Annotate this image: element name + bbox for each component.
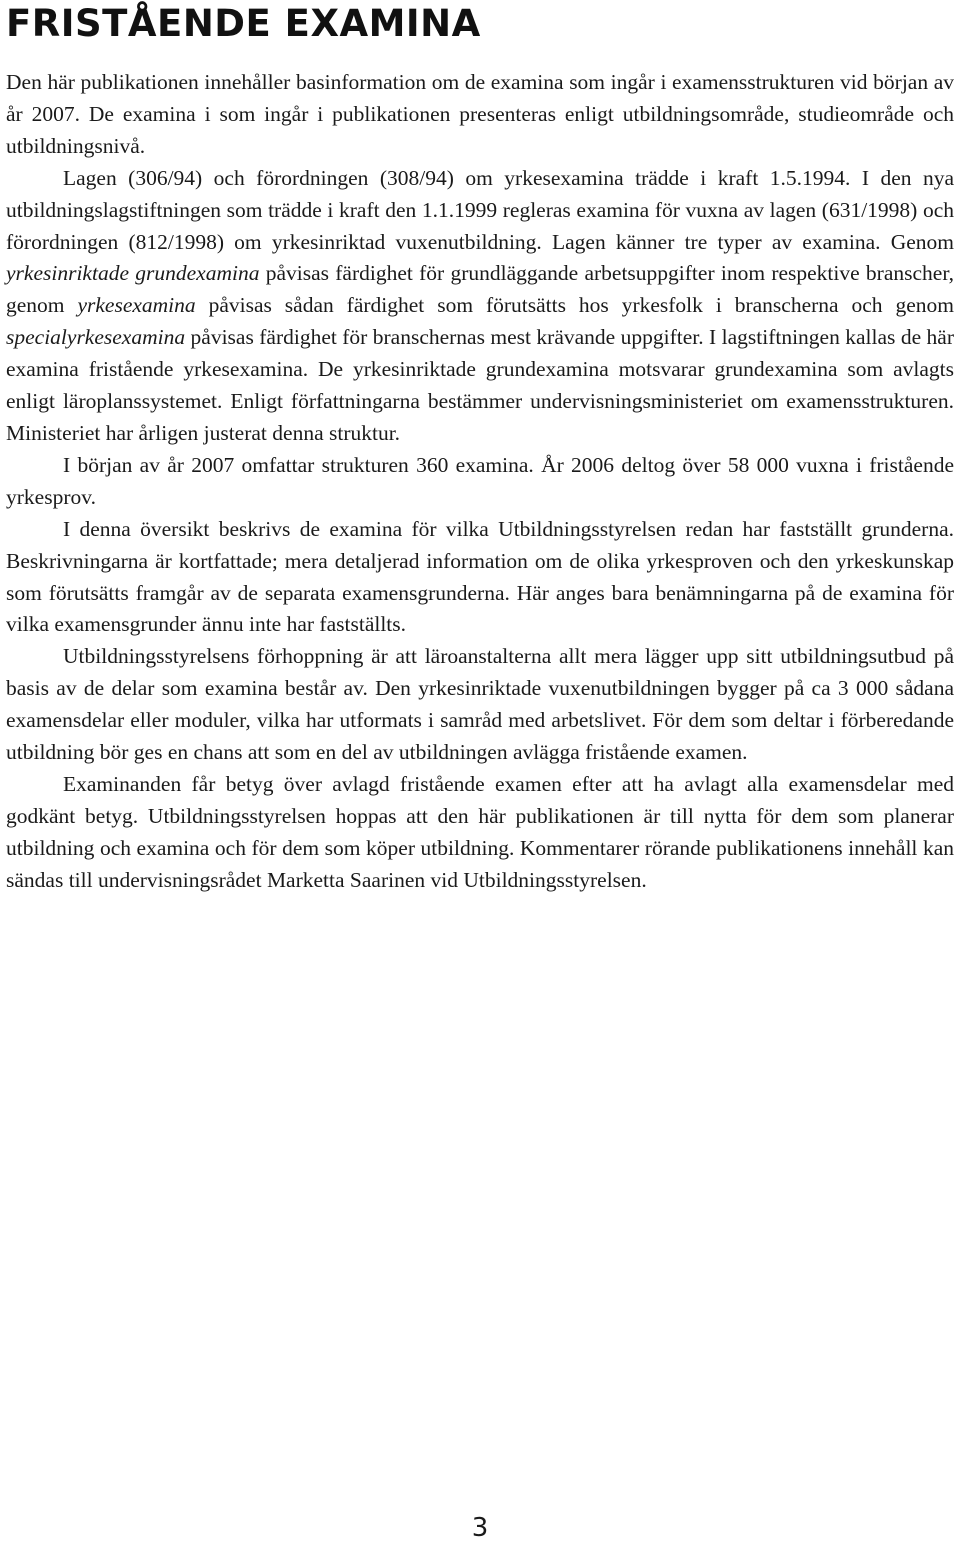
term-yrkesinriktade-grundexamina: yrkesinriktade grundexamina: [6, 261, 260, 286]
paragraph-intro: Den här publikationen innehåller basinformation om de examina som ingår i examensstrukturen vid början av år 2007. De examina i som ingår i publikationen presenteras enligt utbildningsområde, studieområde och utbildningsnivå.: [6, 70, 954, 158]
paragraph-certificate: Examinanden får betyg över avlagd fristående examen efter att ha avlagt alla examensdelar med godkänt betyg. Utbildningsstyrelsen hoppas att den här publikationen är till nytta för dem som planerar utbildning och examina och för dem som köper utbildning. Kommentarer rörande publikationens innehåll kan sändas till undervisningsrådet Marketta Saarinen vid Utbildningsstyrelsen.: [6, 771, 954, 892]
paragraph-hopes: Utbildningsstyrelsens förhoppning är att läroanstalterna allt mera lägger upp sitt utbildningsutbud på basis av de delar som examina består av. Den yrkesinriktade vuxenutbildningen bygger på ca 3 000 sådana examensdelar eller moduler, vilka har utformats i samråd med arbetslivet. För dem som deltar i förberedande utbildning bör ges en chans att som en del av utbildningen avlägga fristående examen.: [6, 644, 954, 765]
paragraph-legislation: [6, 163, 954, 450]
paragraph-legislation-part-a: Lagen (306/94) och förordningen (308/94) om yrkesexamina trädde i kraft 1.5.1994. I den nya utbildningslagstiftningen som trädde i kraft den 1.1.1999 regleras examina för vuxna av lagen (631/1998) och förordningen (812/1998) om yrkesinriktad vuxenutbildning. Lagen känner tre typer av examina. Genom: [6, 165, 954, 254]
page-number: 3: [471, 1513, 489, 1543]
term-specialyrkesexamina: specialyrkesexamina: [6, 325, 186, 350]
term-yrkesexamina: yrkesexamina: [77, 293, 196, 318]
paragraph-legislation-part-c: påvisas sådan färdighet som förutsätts hos yrkesfolk i branscherna och genom: [195, 293, 954, 318]
paragraph-structure: I början av år 2007 omfattar strukturen 360 examina. År 2006 deltog över 58 000 vuxna i fristående yrkesprov.: [6, 452, 954, 509]
paragraph-legislation-part-d: påvisas färdighet för branschernas mest krävande uppgifter. I lagstiftningen kallas de här examina fristående yrkesexamina. De yrkesinriktade grundexamina motsvarar grundexamina som avlagts enligt läroplanssystemet. Enligt författningarna bestämmer undervisningsministeriet om examensstrukturen. Ministeriet har årligen justerat denna struktur.: [6, 325, 954, 445]
paragraph-legislation-part-b: påvisas färdighet för grundläggande arbetsuppgifter inom respektive branscher, genom: [6, 261, 955, 318]
page-heading: FRISTÅENDE EXAMINA: [6, 2, 481, 45]
body-text: [6, 67, 954, 897]
paragraph-overview: I denna översikt beskrivs de examina för vilka Utbildningsstyrelsen redan har fastställt grunderna. Beskrivningarna är kortfattade; mera detaljerad information om de olika yrkesproven och den yrkeskunskap som förutsätts framgår av de separata examensgrunderna. Här anges bara benämningarna på de examina för vilka examensgrunder ännu inte har fastställts.: [6, 516, 954, 637]
